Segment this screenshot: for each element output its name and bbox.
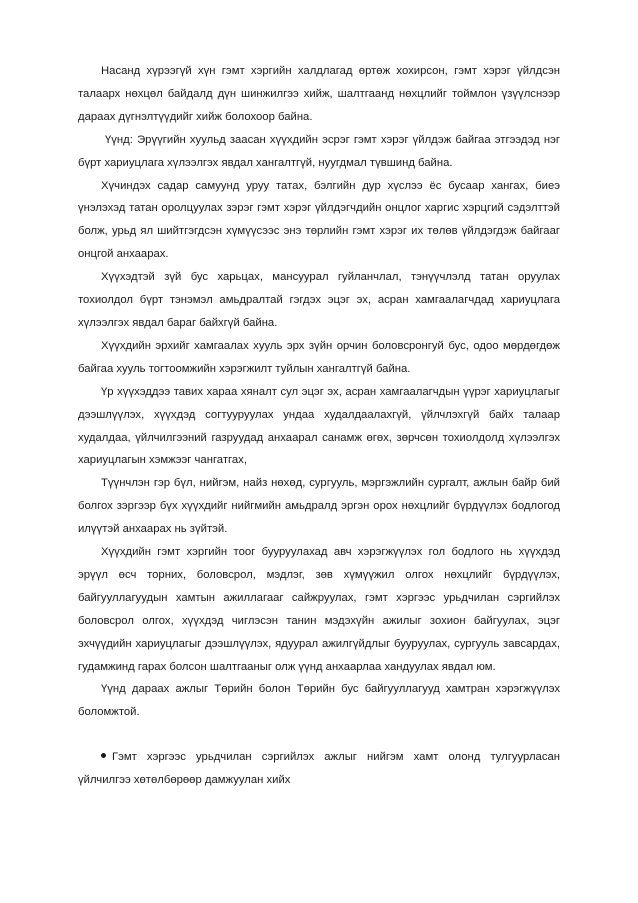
bullet-item-text: Гэмт хэргээс урьдчилан сэргийлэх ажлыг нийгэм хамт олонд тулгуурласан үйлчилгээ хөтөлбөрөөр дамжуулан хийх bbox=[78, 751, 560, 787]
paragraph-summary-intro: Насанд хүрээгүй хүн гэмт хэргийн халдлагад өртөж хохирсон, гэмт хэрэг үйлдсэн талаарх нөхцөл байдалд дүн шинжилгээ хийж, шалтгаанд нөхцлийг тоймлон үзүүлснээр дараах дүгнэлтүүдийг хийж болохоор байна. bbox=[78, 65, 560, 123]
paragraph-parental-responsibility: Үр хүүхэддээ тавих хараа хяналт сул эцэг эх, асран хамгаалагчдын үүрэг хариуцлагыг дээшлүүлэх, хүүхдэд согтууруулах ундаа худалдаалахгүй, үйлчлэхгүй байх талаар худалдаа, үйлчилгээний газруудад анхаарал санамж өгөх, зөрчсөн тохиолдолд хүлээлгэх хариуцлагын хэмжээг чангатгах, bbox=[78, 385, 560, 467]
paragraph-legal-environment: Хүүхдийн эрхийг хамгаалах хууль эрх зүйн орчин боловсронгуй бус, одоо мөрдөгдөж байгаа хууль тогтоомжийн хэрэгжилт туйлын хангалтгүй байна. bbox=[78, 339, 560, 375]
paragraph-joint-implementation: Үүнд дараах ажлыг Төрийн болон Төрийн бус байгууллагууд хамтран хэрэгжүүлэх боломжтой. bbox=[78, 683, 560, 719]
paragraph-spacer bbox=[78, 724, 560, 746]
paragraph-abuse-vagrancy: Хүүхэдтэй зүй бус харьцах, мансуурал гуйланчлал, тэнүүчлэлд татан оруулах тохиолдол бүрт тэнэмэл амьдралтай гэгдэх эцэг эх, асран хамгаалагчдад хариуцлага хүлээлгэх явдал бараг байхгүй байна. bbox=[78, 271, 560, 329]
paragraph-sexual-crimes: Хүчиндэх садар самуунд уруу татах, бэлгийн дур хүслээ ёс бусаар хангах, биеэ үнэлэхэд татан оролцуулах зэрэг гэмт хэрэг үйлдэгчдийн онцлог харгис хэрцгий сэдэлттэй болж, урьд ял шийтгэгдсэн хүмүүсээс энэ төрлийн гэмт хэрэг их төлөв үйлдэгдэж байгааг онцгой анхаарах. bbox=[78, 179, 560, 261]
paragraph-crime-reduction-policy: Хүүхдийн гэмт хэргийн тоог бууруулахад авч хэрэгжүүлэх гол бодлого нь хүүхдэд эрүүл өсч торних, боловсрол, мэдлэг, зөв хүмүүжил олгох нөхцлийг бүрдүүлэх, байгууллагуудын хамтын ажиллагааг сайжруулах, гэмт хэргээс урьдчилан сэргийлэх боловсрол олгох, хүүхдэд чиглэсэн танин мэдэхүйн ажилыг зохион байгуулах, эцэг эхчүүдийн хариуцлагыг дээшлүүлэх, ядуурал ажилгүйдлыг бууруулах, сургууль завсардах, гудамжинд гарах болсон шалтгааныг олж үүнд анхаарлаа хандуулах явдал юм. bbox=[78, 546, 560, 673]
document-page bbox=[78, 60, 560, 792]
bullet-list-item bbox=[78, 746, 560, 792]
paragraph-criminal-code: Үүнд: Эрүүгийн хуульд заасан хүүхдийн эсрэг гэмт хэрэг үйлдэж байгаа этгээдэд нэг бүрт хариуцлага хүлээлгэх явдал хангалтгүй, нуугдмал түвшинд байна. bbox=[78, 133, 560, 169]
paragraph-social-reintegration: Түүнчлэн гэр бүл, нийгэм, найз нөхөд, сургууль, мэргэжлийн сургалт, ажлын байр бий болгох зэргээр бүх хүүхдийг нийгмийн амьдралд эргэн орох нөхцлийг бүрдүүлэх бодлогод илүүтэй анхаарах нь зүйтэй. bbox=[78, 477, 560, 536]
bullet-icon bbox=[101, 753, 106, 758]
